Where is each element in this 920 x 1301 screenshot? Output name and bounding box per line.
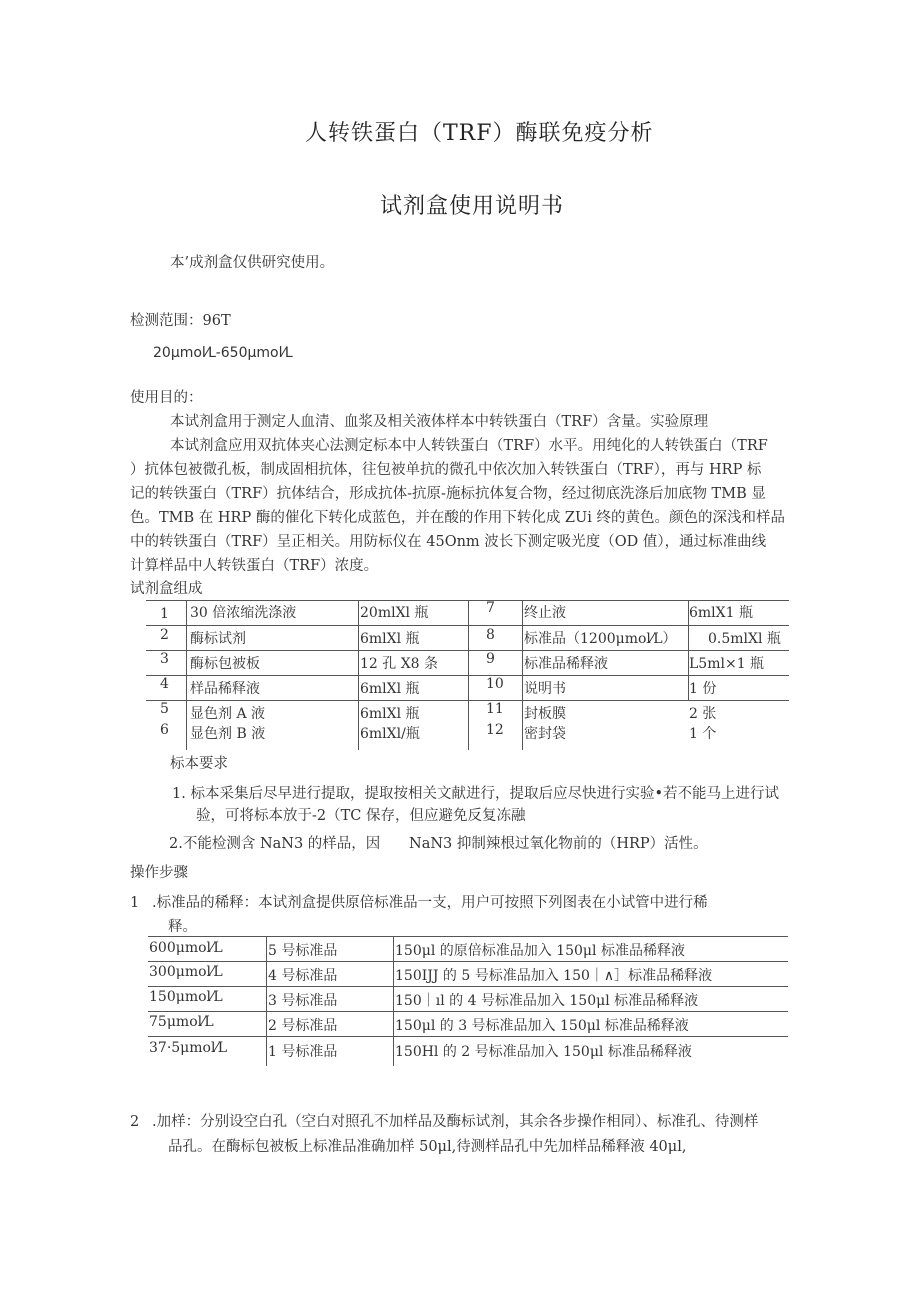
operation-steps-label: 操作步骤: [130, 865, 188, 881]
kit-item-qty: 0.5mlXl 瓶: [708, 631, 781, 647]
kit-item-qty: 6mlXl 瓶: [360, 681, 420, 697]
purpose-label: 使用目的：: [130, 390, 203, 406]
kit-item-number: 12: [486, 722, 504, 738]
dilution-description: 150IJJ 的 5 号标准品加入 150｜∧］标准品稀释液: [395, 968, 713, 984]
dilution-standard: 1 号标准品: [268, 1044, 338, 1060]
step-2-line-1: .加样：分别设空白孔（空白对照孔不加样品及酶标试剂，其余各步操作相同）、标准孔、待测样: [152, 1114, 759, 1130]
dilution-description: 150｜ıl 的 4 号标准品加入 150μl 标准品稀释液: [395, 993, 699, 1009]
dilution-standard: 5 号标准品: [268, 943, 338, 959]
dilution-standard: 3 号标准品: [268, 993, 338, 1009]
dilution-concentration: 300μmol⁄L: [149, 964, 223, 980]
kit-item-qty: 6mlX1 瓶: [689, 605, 753, 621]
requirement-2-part-2: NaN3 抑制辣根过氧化物前的（HRP）活性。: [409, 836, 708, 852]
kit-item-name: 酶标试剂: [190, 631, 246, 647]
kit-item-number: 6: [160, 722, 169, 738]
kit-item-qty: 1 个: [689, 726, 717, 742]
kit-item-number: 9: [486, 651, 495, 667]
kit-item-name: 酶标包被板: [190, 656, 260, 672]
purpose-line: 中的转铁蛋白（TRF）呈正相关。用防标仪在 45Onm 波长下测定吸光度（OD 值），通过标准曲线: [130, 534, 767, 550]
step-2-number: 2: [130, 1114, 140, 1130]
standard-dilution-table: [148, 936, 788, 1066]
kit-item-name: 30 倍浓缩洗涤液: [190, 605, 297, 621]
kit-item-qty: 6mlXl/瓶: [360, 726, 420, 742]
dilution-concentration: 75μmol⁄L: [149, 1014, 214, 1030]
purpose-line: 记的转铁蛋白（TRF）抗体结合，形成抗体-抗原-施标抗体复合物，经过彻底洗涤后加底物 TMB 显: [130, 486, 766, 502]
kit-item-number: 3: [160, 651, 169, 667]
step-2-line-2: 品孔。在酶标包被板上标准品准确加样 50μl,待测样品孔中先加样品稀释液 40μl,: [168, 1139, 687, 1155]
dilution-description: 150μl 的 3 号标准品加入 150μl 标准品稀释液: [395, 1018, 689, 1034]
kit-item-number: 7: [486, 600, 495, 616]
kit-item-qty: 6mlXl 瓶: [360, 706, 420, 722]
kit-item-number: 1: [160, 606, 169, 622]
kit-item-name: 密封袋: [524, 726, 566, 742]
purpose-line: 本试剂盒用于测定人血清、血浆及相关液体样本中转铁蛋白（TRF）含量。实验原理: [170, 414, 709, 430]
purpose-line: 色。TMB 在 HRP 酶的催化下转化成蓝色，并在酸的作用下转化成 ZUi 终的黄色。颜色的深浅和样品: [130, 510, 785, 526]
kit-item-number: 5: [160, 701, 169, 717]
dilution-standard: 4 号标准品: [268, 968, 338, 984]
step-1-line-1: .标准品的稀释：本试剂盒提供原倍标准品一支，用户可按照下列图表在小试管中进行稀: [152, 895, 708, 911]
dilution-concentration: 37·5μmol⁄L: [149, 1040, 228, 1056]
kit-item-number: 10: [486, 676, 504, 692]
kit-item-number: 11: [486, 701, 504, 717]
requirement-1-line-1: 1. 标本采集后尽早进行提取，提取按相关文献进行，提取后应尽快进行实验•若不能马上进行试: [172, 786, 779, 802]
purpose-line: 计算样品中人转铁蛋白（TRF）浓度。: [130, 558, 379, 574]
kit-item-name: 标准品（1200μmol⁄L）: [524, 631, 677, 647]
kit-item-qty: 20mlXl 瓶: [360, 605, 429, 621]
kit-item-name: 说明书: [524, 681, 566, 697]
kit-item-number: 8: [486, 627, 495, 643]
kit-item-qty: L5ml×1 瓶: [689, 656, 765, 672]
requirement-2-part-1: 2.不能检测含 NaN3 的样品，因: [169, 836, 381, 852]
kit-item-name: 封板膜: [524, 706, 566, 722]
kit-composition-table: [146, 600, 789, 750]
detection-range-label: 检测范围：96T: [130, 313, 231, 329]
detection-range-value: 20μmol⁄L-650μmol⁄L: [153, 345, 293, 361]
kit-item-name: 样品稀释液: [190, 681, 260, 697]
research-use-notice: 本’成剂盒仅供研究使用。: [170, 255, 335, 271]
step-1-line-2: 释。: [168, 919, 197, 935]
purpose-line: 本试剂盒应用双抗体夹心法测定标本中人转铁蛋白（TRF）水平。用纯化的人转铁蛋白（TRF: [170, 438, 768, 454]
kit-item-name: 标准品稀释液: [524, 656, 608, 672]
kit-item-qty: 6mlXl 瓶: [360, 631, 420, 647]
kit-item-number: 2: [160, 627, 169, 643]
kit-item-qty: 12 孔 X8 条: [360, 656, 439, 672]
requirement-1-line-2: 验，可将标本放于-2（TC 保存，但应避免反复冻融: [196, 808, 526, 824]
step-1-number: 1: [130, 895, 140, 911]
sample-requirements-label: 标本要求: [170, 756, 228, 772]
document-subtitle: 试剂盒使用说明书: [380, 194, 565, 219]
kit-item-name: 终止液: [524, 605, 566, 621]
kit-item-name: 显色剂 A 液: [190, 706, 266, 722]
kit-item-qty: 2 张: [689, 706, 717, 722]
kit-composition-label: 试剂盒组成: [130, 581, 203, 597]
kit-item-qty: 1 份: [689, 681, 717, 697]
kit-item-name: 显色剂 B 液: [190, 726, 266, 742]
dilution-description: 150Hl 的 2 号标准品加入 150μl 标准品稀释液: [395, 1044, 692, 1060]
dilution-description: 150μl 的原倍标准品加入 150μl 标准品稀释液: [395, 943, 685, 959]
dilution-concentration: 150μmol⁄L: [149, 989, 223, 1005]
document-title: 人转铁蛋白（TRF）酶联免疫分析: [305, 121, 654, 146]
dilution-standard: 2 号标准品: [268, 1018, 338, 1034]
kit-item-number: 4: [160, 676, 169, 692]
dilution-concentration: 600μmol⁄L: [149, 940, 223, 956]
purpose-line: ）抗体包被微孔板，制成固相抗体，往包被单抗的微孔中依次加入转铁蛋白（TRF），再与 HRP 标: [130, 462, 762, 478]
